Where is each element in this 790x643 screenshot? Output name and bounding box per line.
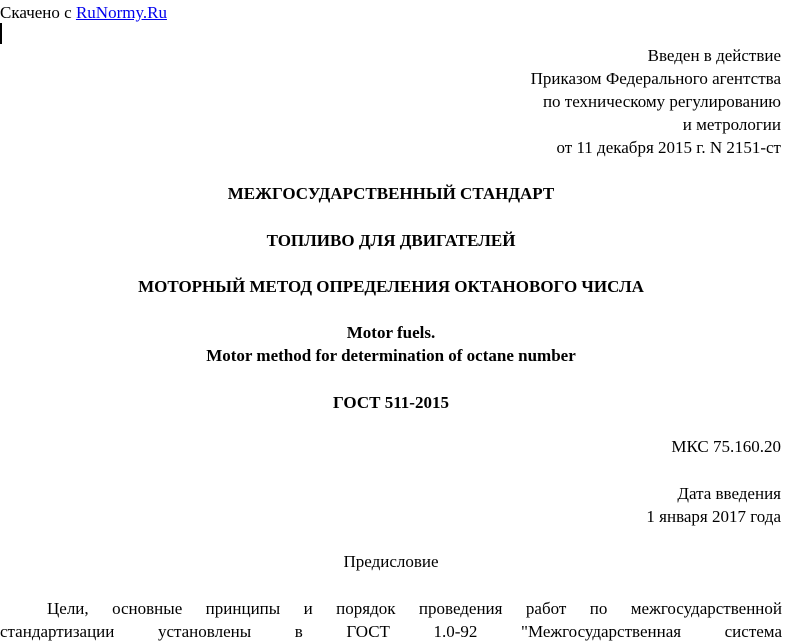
gost-number: ГОСТ 511-2015 [333, 393, 449, 412]
decree-line: от 11 декабря 2015 г. N 2151-ст [556, 138, 781, 157]
source-prefix: Скачено с [0, 3, 76, 22]
standard-type-heading: МЕЖГОСУДАРСТВЕННЫЙ СТАНДАРТ [227, 184, 555, 203]
decree-line: Введен в действие [647, 46, 781, 65]
mks-code: МКС 75.160.20 [671, 437, 781, 456]
decree-line: и метрологии [682, 115, 781, 134]
document-subtitle: МОТОРНЫЙ МЕТОД ОПРЕДЕЛЕНИЯ ОКТАНОВОГО ЧИСЛА [138, 277, 644, 296]
document-title: ТОПЛИВО ДЛЯ ДВИГАТЕЛЕЙ [266, 231, 516, 250]
text-cursor [0, 23, 2, 44]
source-link[interactable]: RuNormy.Ru [75, 3, 167, 22]
decree-line: Приказом Федерального агентства [530, 69, 781, 88]
preface-line: Цели, основные принципы и порядок проведения работ по межгосударственной [47, 599, 782, 618]
introduction-date-value: 1 января 2017 года [646, 507, 781, 526]
preface-heading: Предисловие [343, 552, 439, 571]
preface-paragraph [0, 597, 782, 643]
decree-block [531, 44, 781, 159]
english-title-line-1: Motor fuels. [346, 323, 436, 342]
source-notice [0, 1, 167, 24]
introduction-date-label: Дата введения [677, 484, 781, 503]
preface-line: стандартизации установлены в ГОСТ 1.0-92 "Межгосударственная система [0, 622, 782, 641]
english-title-line-2: Motor method for determination of octane number [206, 346, 576, 365]
decree-line: по техническому регулированию [542, 92, 781, 111]
introduction-date-block [646, 482, 781, 528]
